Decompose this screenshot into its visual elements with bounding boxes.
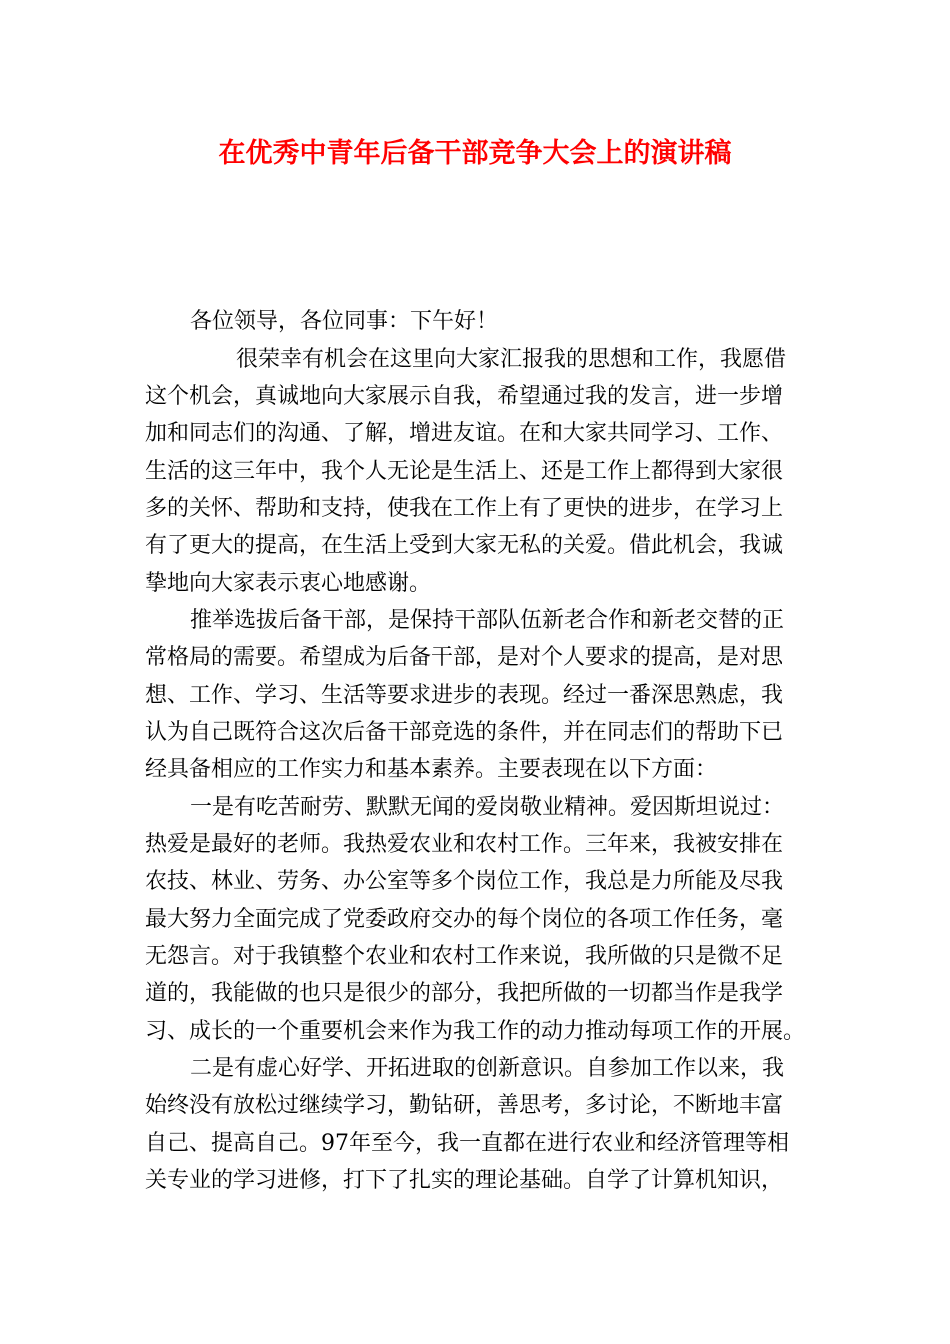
body-line: 推举选拔后备干部，是保持干部队伍新老合作和新老交替的正 (190, 608, 785, 633)
body-line: 无怨言。对于我镇整个农业和农村工作来说，我所做的只是微不足 (145, 944, 784, 969)
body-line: 想、工作、学习、生活等要求进步的表现。经过一番深思熟虑，我 (145, 683, 784, 708)
body-line: 这个机会，真诚地向大家展示自我，希望通过我的发言，进一步增 (145, 384, 784, 409)
body-line: 认为自己既符合这次后备干部竞选的条件，并在同志们的帮助下已 (145, 720, 784, 745)
body-line: 多的关怀、帮助和支持，使我在工作上有了更快的进步，在学习上 (145, 496, 784, 521)
body-line: 很荣幸有机会在这里向大家汇报我的思想和工作，我愿借 (236, 347, 787, 372)
greeting-line: 各位领导，各位同事：下午好！ (190, 309, 499, 334)
body-line: 经具备相应的工作实力和基本素养。主要表现在以下方面： (145, 757, 718, 782)
body-line: 农技、林业、劳务、办公室等多个岗位工作，我总是力所能及尽我 (145, 869, 784, 894)
body-line: 一是有吃苦耐劳、默默无闻的爱岗敬业精神。爱因斯坦说过： (190, 795, 785, 820)
body-line: 二是有虚心好学、开拓进取的创新意识。自参加工作以来，我 (190, 1056, 785, 1081)
body-line: 习、成长的一个重要机会来作为我工作的动力推动每项工作的开展。 (145, 1019, 806, 1044)
body-line: 热爱是最好的老师。我热爱农业和农村工作。三年来，我被安排在 (145, 832, 784, 857)
body-line: 始终没有放松过继续学习，勤钻研，善思考，多讨论，不断地丰富 (145, 1093, 784, 1118)
body-line: 道的，我能做的也只是很少的部分，我把所做的一切都当作是我学 (145, 981, 784, 1006)
body-line: 挚地向大家表示衷心地感谢。 (145, 571, 432, 596)
body-line: 最大努力全面完成了党委政府交办的每个岗位的各项工作任务，毫 (145, 907, 784, 932)
body-line: 自己、提高自己。97年至今，我一直都在进行农业和经济管理等相 (145, 1131, 789, 1156)
body-line: 加和同志们的沟通、了解，增进友谊。在和大家共同学习、工作、 (145, 421, 784, 446)
body-line: 有了更大的提高，在生活上受到大家无私的关爱。借此机会，我诚 (145, 533, 784, 558)
body-line: 常格局的需要。希望成为后备干部，是对个人要求的提高，是对思 (145, 645, 784, 670)
body-line: 关专业的学习进修，打下了扎实的理论基础。自学了计算机知识， (145, 1168, 784, 1193)
body-line: 生活的这三年中，我个人无论是生活上、还是工作上都得到大家很 (145, 459, 784, 484)
document-title: 在优秀中青年后备干部竞争大会上的演讲稿 (218, 138, 732, 169)
